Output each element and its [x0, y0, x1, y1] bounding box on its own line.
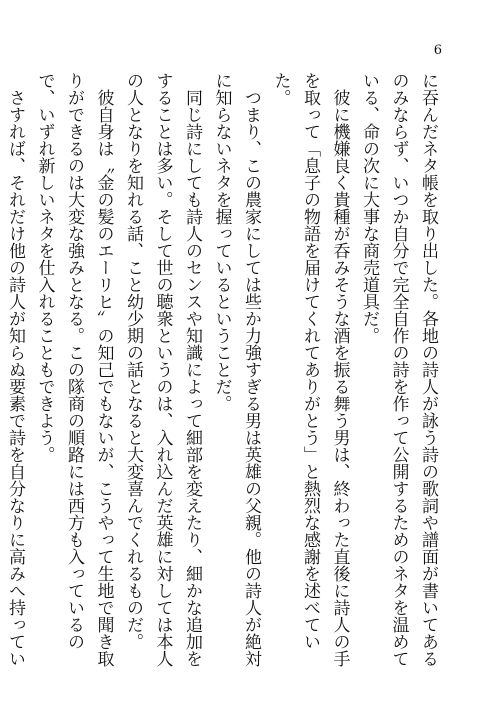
paragraph: 彼自身は〝金の髪のエーリヒ〟の知己でもないが、こうやって生地で聞き取りができるのは大変な強みとなる。この隊商の順路には西方も入っているので、いずれ新しいネタを仕入れることもできよう。 — [34, 72, 114, 667]
paragraph: さすれば、それだけ他の詩人が知らぬ要素で詩を自分なりに高みへ持ってい — [5, 89, 25, 667]
paragraph: 彼に機嫌良く貴種が呑みそうな酒を振る舞う男は、終わった直後に詩人の手を取って「息子の物語を届けてくれてありがとう」と熱烈な感謝を述べていた。 — [270, 72, 350, 667]
paragraph: つまり、この農家にしては些か力強すぎる男は英雄の父親。他の詩人が絶対に知らないネタを握っているということだ。 — [211, 72, 261, 667]
page-number: 6 — [433, 43, 442, 58]
paragraph: に吞んだネタ帳を取り出した。各地の詩人が詠う詩の歌詞や譜面が書いてあるのみならず、いつか自分で完全自作の詩を作って公開するためのネタを温めている、命の次に大事な商売道具だ。 — [359, 72, 438, 667]
paragraph: 同じ詩にしても詩人のセンスや知識によって細部を変えたり、細かな追加をすることは多い。そして世の聴衆というのは、入れ込んだ英雄に対しては本人の人となりを知れる話、こと幼少期の話となると大変喜んでくれるものだ。 — [123, 72, 202, 667]
vertical-text-body — [5, 72, 442, 672]
